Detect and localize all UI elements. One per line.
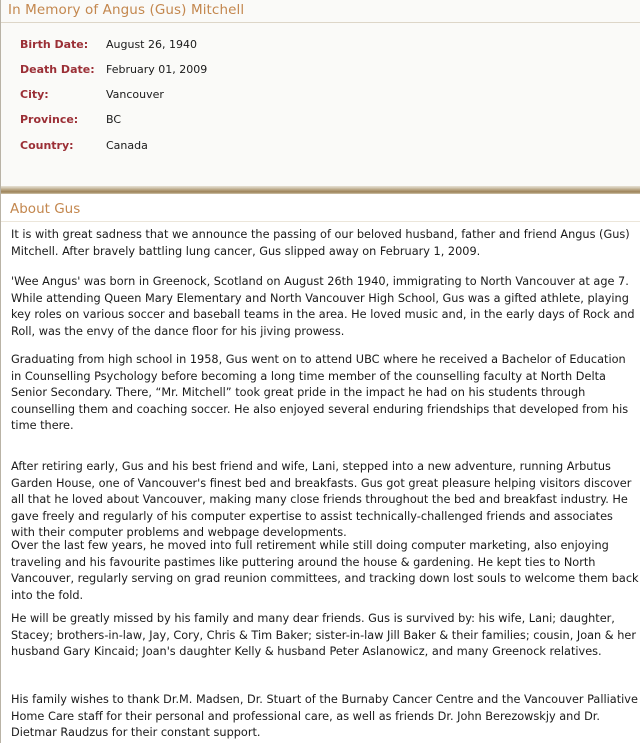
obituary-paragraph-intro: It is with great sadness that we announce the passing of our beloved husband, father and friend Angus (Gus) Mitchell. After bravely battling lung cancer, Gus slipped away on February 1, 2009. — [11, 228, 630, 258]
death-date-label: Death Date: — [20, 63, 95, 76]
memorial-details-card — [1, 0, 640, 190]
fact-row-province — [1, 113, 640, 131]
about-divider — [1, 221, 640, 222]
obituary-paragraph-later-years: Over the last few years, he moved into full retirement while still doing computer marketing, also enjoying traveling and his favourite pastimes like puttering around the house & gardening. He kept ties to North Vancouver, regularly serving on grad reunion committees, and tracking down lost souls to welcome them back into the fold. — [11, 539, 639, 602]
obituary-paragraph-career: Graduating from high school in 1958, Gus went on to attend UBC where he received a Bachelor of Education in Counselling Psychology before becoming a long time member of the counselling faculty at North Delta Senior Secondary. There, “Mr. Mitchell” took great pride in the impact he had on his students through counselling them and coaching soccer. He also enjoyed several enduring friendships that developed from his time there. — [11, 353, 629, 433]
title-divider — [1, 22, 640, 23]
obituary-paragraph-early-life: 'Wee Angus' was born in Greenock, Scotland on August 26th 1940, immigrating to North Vancouver at age 7. While attending Queen Mary Elementary and North Vancouver High School, Gus was a gifted athlete, playing key roles on various soccer and baseball teams in the area. He loved music and, in the early days of Rock and Roll, was the envy of the dance floor for his jiving prowess. — [11, 275, 635, 338]
fact-row-country — [1, 139, 640, 157]
birth-date-value: August 26, 1940 — [106, 38, 197, 51]
section-divider — [1, 186, 640, 194]
about-section — [1, 194, 640, 743]
fact-row-death-date — [1, 63, 640, 81]
birth-date-label: Birth Date: — [20, 38, 89, 51]
province-value: BC — [106, 113, 122, 126]
death-date-value: February 01, 2009 — [106, 63, 208, 76]
memorial-title: In Memory of Angus (Gus) Mitchell — [8, 2, 245, 18]
obituary-paragraph-survivors: He will be greatly missed by his family and many dear friends. Gus is survived by: his wife, Lani; daughter, Stacey; brothers-in-law, Jay, Cory, Chris & Tim Baker; sister-in-law Jill Baker & their families; cousin, Joan & her husband Gary Kincaid; Joan's daughter Kelly & husband Peter Aslanowicz, and many Greenock relatives. — [11, 612, 636, 659]
country-value: Canada — [106, 139, 148, 152]
fact-row-city — [1, 88, 640, 106]
province-label: Province: — [20, 113, 79, 126]
obituary-paragraph-thanks: His family wishes to thank Dr.M. Madsen, Dr. Stuart of the Burnaby Cancer Centre and the Vancouver Palliative Home Care staff for their personal and professional care, as well as friends Dr. John Berezowskjy and Dr. Dietmar Raudzus for their constant support. — [11, 693, 638, 740]
about-title: About Gus — [10, 201, 81, 217]
city-value: Vancouver — [106, 88, 164, 101]
obituary-paragraph-retirement: After retiring early, Gus and his best friend and wife, Lani, stepped into a new adventure, running Arbutus Garden House, one of Vancouver's finest bed and breakfasts. Gus got great pleasure helping visitors discover all that he loved about Vancouver, making many close friends throughout the bed and breakfast industry. He gave freely and regularly of his computer expertise to assist technically-challenged friends and associates with their computer problems and webpage developments. — [11, 460, 632, 540]
fact-row-birth-date — [1, 38, 640, 56]
city-label: City: — [20, 88, 49, 101]
country-label: Country: — [20, 139, 74, 152]
